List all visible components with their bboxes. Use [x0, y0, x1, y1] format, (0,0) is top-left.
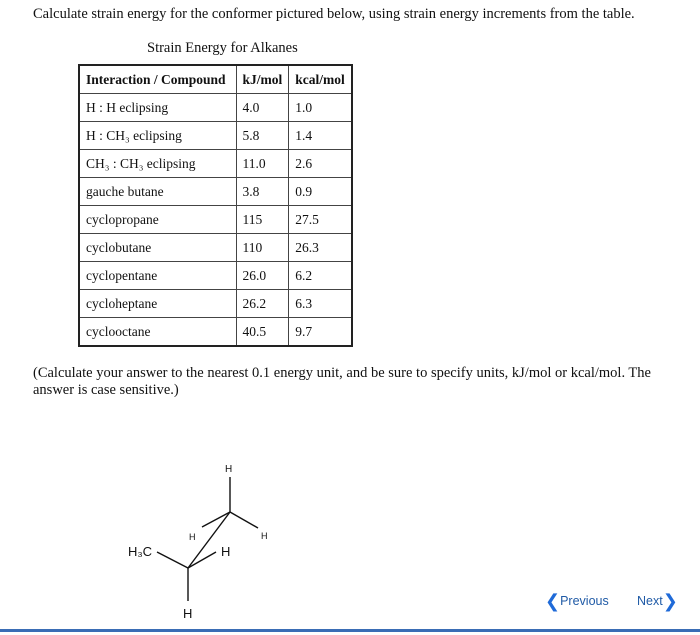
table-row — [79, 318, 352, 347]
table-caption: Strain Energy for Alkanes — [147, 40, 298, 56]
next-label: Next — [637, 594, 663, 608]
bottom-divider — [0, 629, 700, 632]
back-left-bond — [202, 512, 230, 527]
row-kj: 26.2 — [236, 290, 289, 318]
previous-label: Previous — [560, 594, 609, 608]
row-label: cyclooctane — [79, 318, 236, 347]
front-bottom-h: H — [183, 606, 193, 621]
row-label: cyclopropane — [79, 206, 236, 234]
row-label: cycloheptane — [79, 290, 236, 318]
row-kj: 40.5 — [236, 318, 289, 347]
row-kj: 115 — [236, 206, 289, 234]
front-right-h: H — [221, 544, 231, 559]
previous-button[interactable] — [545, 593, 609, 609]
table-row — [79, 122, 352, 150]
header-kjmol: kJ/mol — [236, 65, 289, 94]
front-right-bond — [188, 552, 216, 568]
row-kj: 26.0 — [236, 262, 289, 290]
row-kcal: 27.5 — [289, 206, 352, 234]
sawhorse-structure — [100, 455, 300, 625]
row-kcal: 9.7 — [289, 318, 352, 347]
table-row — [79, 178, 352, 206]
back-top-h: H — [225, 464, 233, 475]
row-kj: 11.0 — [236, 150, 289, 178]
table-row — [79, 150, 352, 178]
row-kj: 5.8 — [236, 122, 289, 150]
table-row — [79, 94, 352, 122]
strain-energy-table — [78, 64, 353, 347]
front-methyl-label: H₃C — [128, 544, 153, 559]
question-text: Calculate strain energy for the conformer pictured below, using strain energy increments from the table. — [33, 6, 635, 22]
row-label: CH₃ : CH₃ eclipsing — [79, 150, 236, 178]
chevron-left-icon: ❮ — [545, 591, 561, 611]
back-left-h: H — [189, 532, 196, 542]
row-kj: 3.8 — [236, 178, 289, 206]
row-kcal: 6.3 — [289, 290, 352, 318]
header-interaction: Interaction / Compound — [79, 65, 236, 94]
table-row — [79, 206, 352, 234]
chevron-right-icon: ❯ — [662, 591, 678, 611]
back-right-bond — [230, 512, 258, 528]
header-kcalmol: kcal/mol — [289, 65, 352, 94]
row-kcal: 2.6 — [289, 150, 352, 178]
row-label: cyclobutane — [79, 234, 236, 262]
row-label: H : H eclipsing — [79, 94, 236, 122]
row-kcal: 1.4 — [289, 122, 352, 150]
row-kcal: 0.9 — [289, 178, 352, 206]
row-kj: 4.0 — [236, 94, 289, 122]
table-row — [79, 262, 352, 290]
table-header-row — [79, 65, 352, 94]
next-button[interactable] — [637, 593, 678, 609]
row-label: cyclopentane — [79, 262, 236, 290]
front-left-bond — [157, 552, 188, 568]
row-label: gauche butane — [79, 178, 236, 206]
row-label: H : CH₃ eclipsing — [79, 122, 236, 150]
row-kj: 110 — [236, 234, 289, 262]
instruction-note: (Calculate your answer to the nearest 0.1 energy unit, and be sure to specify units, kJ/mol or kcal/mol. The answer is case sensitive.) — [33, 365, 651, 398]
row-kcal: 6.2 — [289, 262, 352, 290]
back-right-h: H — [261, 531, 268, 541]
row-kcal: 1.0 — [289, 94, 352, 122]
table-row — [79, 234, 352, 262]
row-kcal: 26.3 — [289, 234, 352, 262]
table-row — [79, 290, 352, 318]
